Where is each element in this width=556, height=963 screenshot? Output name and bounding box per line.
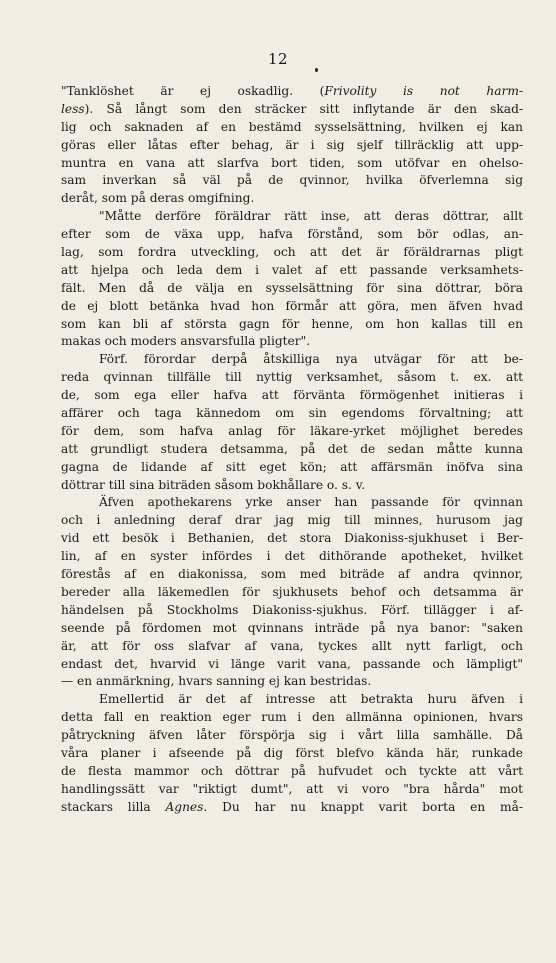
text-run: förestås af en diakonissa, som med biträde af andra qvinnor, — [61, 567, 523, 582]
text-run: ). Så långt som den sträcker sitt inflytande är den skad- — [84, 101, 523, 116]
text-run: döttrar till sina biträden såsom bokhållare o. s. v. — [61, 477, 366, 492]
text-run: . Du har nu knappt varit borta en må- — [203, 799, 523, 814]
text-line — [61, 512, 523, 530]
text-line — [61, 351, 523, 369]
text-run: är, att för oss slafvar af vana, tyckes allt nytt farligt, och — [61, 638, 523, 653]
text-line — [61, 494, 523, 512]
text-run: Äfven apothekarens yrke anser han passande för qvinnan — [99, 495, 523, 510]
text-run: de ej blott betänka hvad hon förmår att göra, men äfven hvad — [61, 298, 523, 313]
text-line — [61, 530, 523, 548]
text-run: reda qvinnan tillfälle till nyttig verksamhet, såsom t. ex. att — [61, 370, 523, 385]
text-run: de, som ega eller hafva att förvänta förmögenhet initieras i — [61, 388, 523, 403]
text-run: endast det, hvarvid vi länge varit vana, passande och lämpligt" — [61, 656, 523, 671]
text-line — [61, 316, 523, 334]
text-run: lag, som fordra utveckling, och att det är föräldrarnas pligt — [61, 245, 523, 260]
text-line — [61, 459, 523, 477]
text-run: att hjelpa och leda dem i valet af ett passande verksamhets- — [61, 262, 523, 277]
text-run: och i anledning deraf drar jag mig till minnes, hurusom jag — [61, 513, 523, 528]
text-run: att grundligt studera detsamma, på det de sedan måtte kunna — [61, 441, 523, 456]
text-run: påtryckning äfven låter förspörja sig i vårt lilla samhälle. Då — [61, 728, 523, 743]
text-run: göras eller låtas efter behag, är i sig sjelf tillräcklig att upp- — [61, 137, 523, 152]
text-run: lig och saknaden af en bestämd sysselsättning, hvilken ej kan — [61, 119, 523, 134]
text-line — [61, 673, 523, 691]
text-line — [61, 620, 523, 638]
text-line — [61, 602, 523, 620]
text-run: "Tanklöshet är ej oskadlig. ( — [61, 84, 325, 98]
text-run: "Måtte derföre föräldrar rätt inse, att deras döttrar, allt — [99, 209, 523, 224]
text-line — [61, 172, 523, 190]
text-run: seende på fördomen mot qvinnans inträde på nya banor: "saken — [61, 620, 523, 635]
text-run: vid ett besök i Bethanien, det stora Diakoniss-sjukhuset i Ber- — [61, 531, 523, 546]
text-run: Emellertid är det af intresse att betrakta huru äfven i — [99, 692, 523, 707]
text-run: de flesta mammor och döttrar på hufvudet och tyckte att vårt — [61, 763, 523, 778]
text-run: som kan bli af största gagn för henne, om hon kallas till en — [61, 316, 523, 331]
text-line — [61, 83, 523, 101]
text-line — [61, 745, 523, 763]
text-line — [61, 333, 523, 351]
text-line — [61, 548, 523, 566]
page-number: 12 — [267, 50, 289, 68]
text-line — [61, 369, 523, 387]
text-run: stackars lilla — [61, 799, 166, 814]
text-line — [61, 709, 523, 727]
text-run: händelsen på Stockholms Diakoniss-sjukhus. Förf. tillägger i af- — [61, 602, 523, 617]
italic-text-run: Frivolity is not harm- — [324, 84, 523, 98]
text-run: detta fall en reaktion eger rum i den allmänna opinionen, hvars — [61, 710, 523, 725]
text-line — [61, 799, 523, 817]
text-line — [61, 387, 523, 405]
text-line — [61, 638, 523, 656]
text-run: affärer och taga kännedom om sin egendoms förvaltning; att — [61, 406, 523, 421]
text-run: efter som de växa upp, hafva förstånd, som bör odlas, an- — [61, 227, 523, 242]
text-run: deråt, som på deras omgifning. — [61, 191, 255, 206]
text-line — [61, 155, 523, 173]
text-line — [61, 101, 523, 119]
text-run: handlingssätt var "riktigt dumt", att vi voro "bra hårda" mot — [61, 781, 523, 796]
text-line — [61, 280, 523, 298]
text-run: sam inverkan så väl på de qvinnor, hvilka öfverlemna sig — [61, 173, 523, 188]
italic-text-run: less — [61, 101, 85, 116]
text-run: lin, af en syster infördes i det dithörande apotheket, hvilket — [61, 549, 523, 564]
text-line — [61, 226, 523, 244]
text-line — [61, 137, 523, 155]
text-run: — en anmärkning, hvars sanning ej kan bestridas. — [61, 674, 372, 689]
text-line — [61, 727, 523, 745]
text-line — [61, 262, 523, 280]
text-line — [61, 423, 523, 441]
text-line — [61, 781, 523, 799]
text-line — [61, 584, 523, 602]
text-run: för dem, som hafva anlag för läkare-yrket möjlighet beredes — [61, 423, 523, 438]
text-run: Förf. förordar derpå åtskilliga nya utvägar för att be- — [99, 352, 523, 367]
text-line — [61, 477, 523, 495]
text-run: gagna de lidande af sitt eget kön; att affärsmän inöfva sina — [61, 459, 523, 474]
text-run: bereder alla läkemedlen för sjukhusets behof och detsamma är — [61, 584, 523, 599]
text-line — [61, 119, 523, 137]
italic-text-run: Agnes — [165, 799, 204, 814]
text-run: muntra en vana att slarfva bort tiden, som utöfvar en ohelso- — [61, 155, 523, 170]
ornament-dot — [315, 68, 318, 72]
text-line — [61, 691, 523, 709]
text-line — [61, 298, 523, 316]
text-run: makas och moders ansvarsfulla pligter". — [61, 334, 311, 349]
text-line — [61, 763, 523, 781]
text-run: fält. Men då de välja en sysselsättning för sina döttrar, böra — [61, 280, 523, 295]
text-line — [61, 566, 523, 584]
text-run: våra planer i afseende på dig först blefvo kända här, runkade — [61, 745, 523, 760]
text-line — [61, 405, 523, 423]
text-line — [61, 244, 523, 262]
body-text — [61, 83, 523, 817]
text-line — [61, 208, 523, 226]
text-line — [61, 190, 523, 208]
text-line — [61, 441, 523, 459]
text-line — [61, 656, 523, 674]
